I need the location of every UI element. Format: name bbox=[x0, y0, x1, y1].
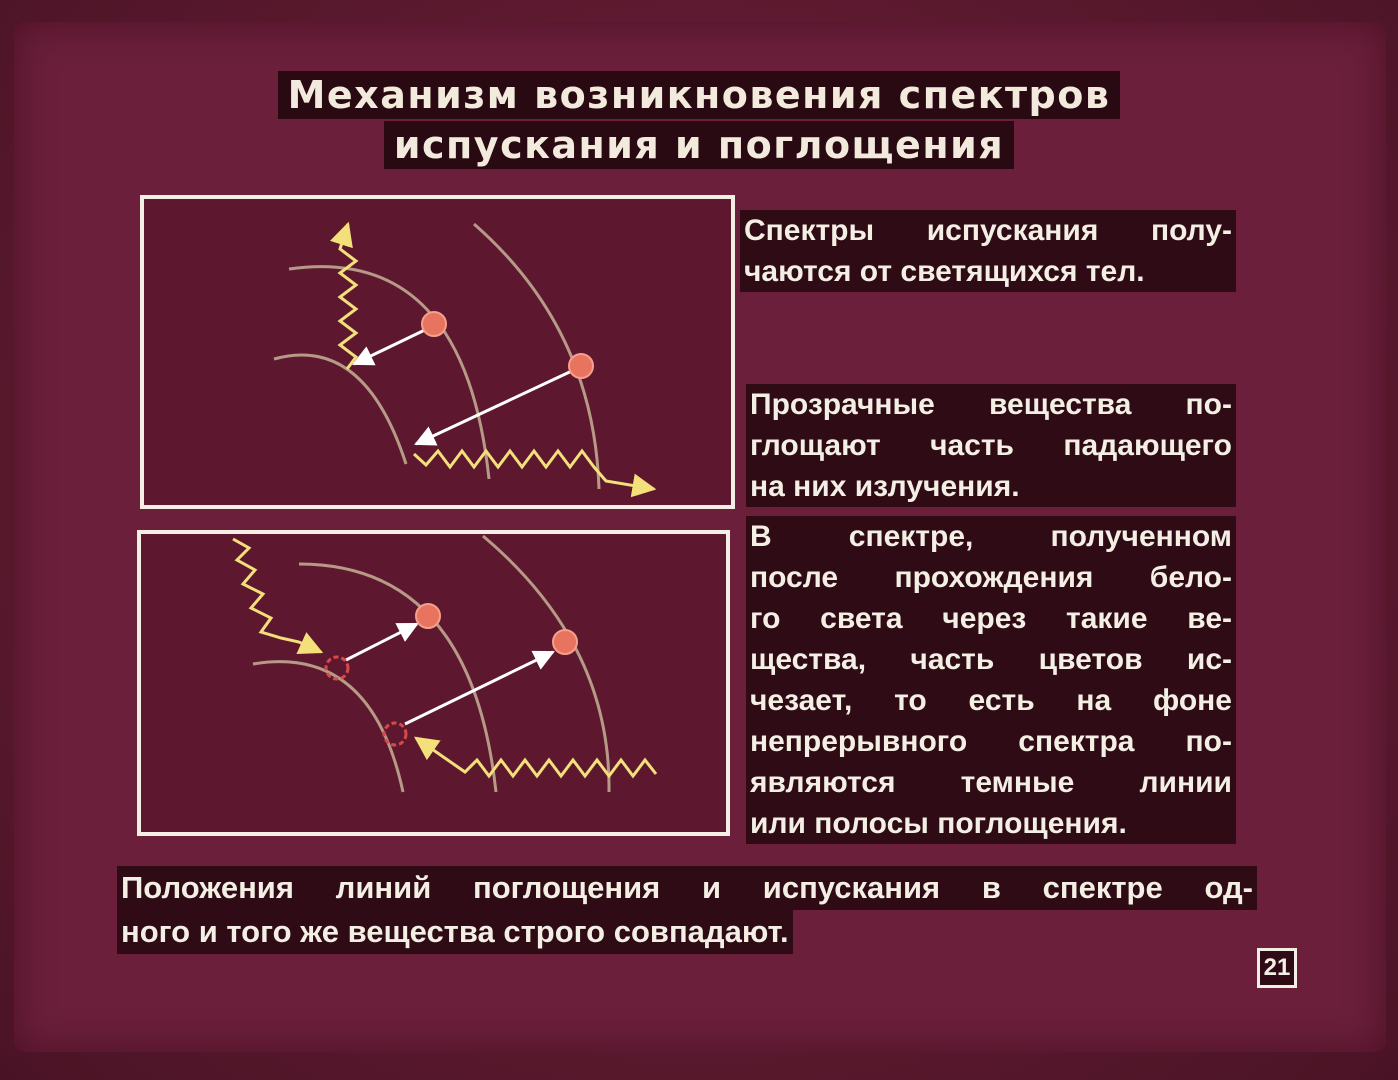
orbit-outer bbox=[483, 536, 609, 792]
excited-electron bbox=[422, 312, 446, 336]
emitted-photon bbox=[414, 451, 654, 489]
absorbed-photon bbox=[233, 539, 321, 652]
electron-transition-arrow bbox=[416, 369, 576, 444]
electron-transition-arrow bbox=[346, 624, 417, 660]
emitted-photon bbox=[340, 224, 356, 369]
ground-state-electron bbox=[384, 723, 406, 745]
orbit-inner bbox=[253, 662, 403, 792]
page-number: 21 bbox=[1257, 948, 1297, 988]
absorbed-photon bbox=[416, 738, 656, 776]
excited-electron bbox=[569, 354, 593, 378]
conclusion-text: Положения линий поглощения и испускания в спектре од- ного и того же вещества строго совпадают. bbox=[117, 866, 1257, 954]
excited-electron bbox=[553, 630, 577, 654]
orbit-inner bbox=[274, 355, 406, 464]
page-title-line-2: испускания и поглощения bbox=[0, 124, 1398, 166]
spectrum-description: В спектре, полученном после прохождения бело- го света через такие ве- щества, часть цветов ис- чезает, то есть на фоне непрерывного спектра по- являются темные линии или полосы поглощения. bbox=[746, 516, 1236, 844]
absorption-description: Прозрачные вещества по- глощают часть падающего на них излучения. bbox=[746, 384, 1236, 507]
excited-electron bbox=[416, 604, 440, 628]
orbit-middle bbox=[289, 267, 489, 479]
electron-transition-arrow bbox=[354, 327, 431, 364]
orbit-middle bbox=[299, 564, 496, 792]
emission-diagram bbox=[140, 195, 735, 509]
absorption-diagram bbox=[137, 530, 730, 836]
emission-description: Спектры испускания полу- чаются от светящихся тел. bbox=[740, 210, 1236, 292]
electron-transition-arrow bbox=[405, 652, 553, 724]
page-title-line-1: Механизм возникновения спектров bbox=[0, 74, 1398, 116]
